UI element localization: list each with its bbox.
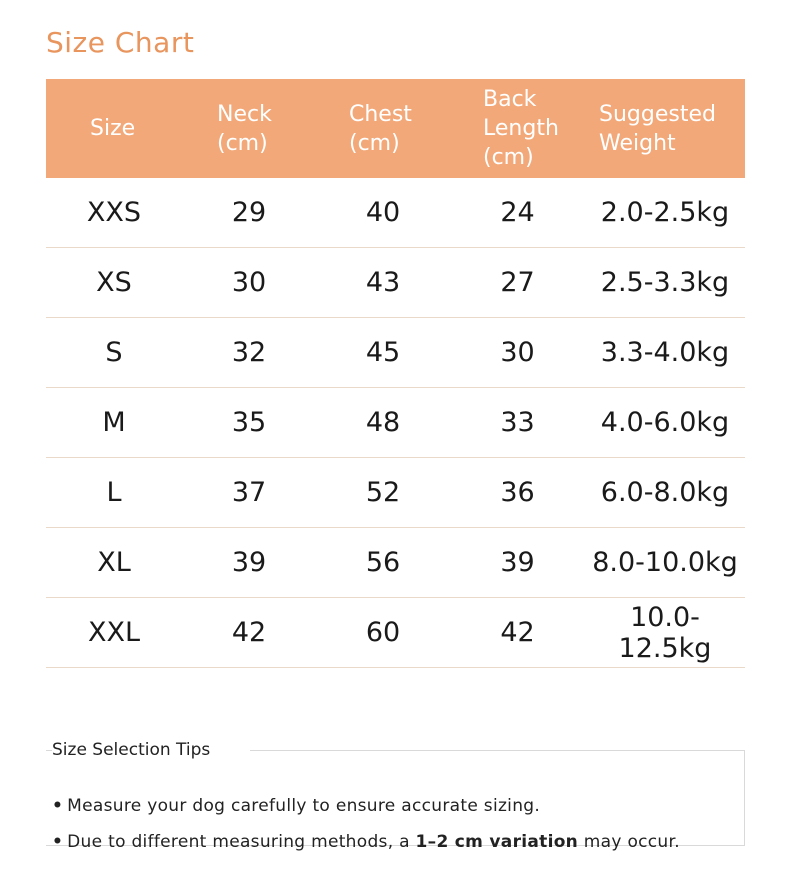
cell-neck: 37	[182, 458, 316, 528]
cell-chest: 43	[316, 248, 450, 318]
cell-size: XL	[46, 528, 182, 598]
bullet-icon: •	[52, 796, 64, 816]
cell-neck: 30	[182, 248, 316, 318]
bullet-icon: •	[52, 832, 64, 852]
cell-back: 30	[450, 318, 585, 388]
cell-back: 33	[450, 388, 585, 458]
tip-text-emphasis: 1–2 cm variation	[415, 832, 579, 852]
cell-weight: 10.0-12.5kg	[585, 598, 745, 668]
cell-neck: 39	[182, 528, 316, 598]
cell-chest: 56	[316, 528, 450, 598]
cell-weight: 4.0-6.0kg	[585, 388, 745, 458]
cell-weight: 2.0-2.5kg	[585, 178, 745, 248]
cell-size: XS	[46, 248, 182, 318]
cell-back: 42	[450, 598, 585, 668]
header-size	[46, 79, 182, 178]
size-chart-table	[46, 79, 745, 668]
header-suggested-weight	[585, 79, 745, 178]
header-neck-label: Neck	[217, 101, 272, 127]
cell-weight: 3.3-4.0kg	[585, 318, 745, 388]
header-back-label: Back	[483, 87, 537, 112]
cell-neck: 42	[182, 598, 316, 668]
cell-weight: 2.5-3.3kg	[585, 248, 745, 318]
cell-chest: 45	[316, 318, 450, 388]
tip-text-after: may occur.	[578, 832, 680, 852]
table-row	[46, 458, 745, 528]
cell-size: S	[46, 318, 182, 388]
cell-neck: 35	[182, 388, 316, 458]
tip-item-variation	[52, 832, 680, 852]
cell-chest: 52	[316, 458, 450, 528]
page-title: Size Chart	[46, 26, 195, 59]
cell-chest: 60	[316, 598, 450, 668]
tips-title: Size Selection Tips	[52, 740, 250, 760]
cell-size: XXL	[46, 598, 182, 668]
table-row	[46, 598, 745, 668]
header-chest-label: Chest	[349, 101, 412, 127]
header-neck	[182, 79, 316, 178]
cell-chest: 40	[316, 178, 450, 248]
cell-size: M	[46, 388, 182, 458]
tip-text-before: Due to different measuring methods, a	[67, 832, 416, 852]
header-length-label: Length	[483, 116, 559, 141]
cell-back: 24	[450, 178, 585, 248]
cell-neck: 32	[182, 318, 316, 388]
table-row	[46, 388, 745, 458]
cell-back: 36	[450, 458, 585, 528]
header-back-length	[450, 79, 585, 178]
header-chest	[316, 79, 450, 178]
header-size-label: Size	[90, 116, 136, 141]
table-row	[46, 528, 745, 598]
tip-text: Measure your dog carefully to ensure accurate sizing.	[67, 796, 541, 816]
cell-weight: 6.0-8.0kg	[585, 458, 745, 528]
cell-size: XXS	[46, 178, 182, 248]
cell-chest: 48	[316, 388, 450, 458]
cell-neck: 29	[182, 178, 316, 248]
cell-weight: 8.0-10.0kg	[585, 528, 745, 598]
header-suggested-label: Suggested	[599, 101, 716, 127]
cell-size: L	[46, 458, 182, 528]
header-neck-unit: (cm)	[217, 130, 268, 156]
header-weight-label: Weight	[599, 130, 676, 156]
tip-item-measure	[52, 796, 540, 816]
cell-back: 27	[450, 248, 585, 318]
header-back-unit: (cm)	[483, 145, 534, 170]
cell-back: 39	[450, 528, 585, 598]
table-row	[46, 178, 745, 248]
header-chest-unit: (cm)	[349, 130, 400, 156]
table-row	[46, 248, 745, 318]
table-row	[46, 318, 745, 388]
table-header-row	[46, 79, 745, 178]
